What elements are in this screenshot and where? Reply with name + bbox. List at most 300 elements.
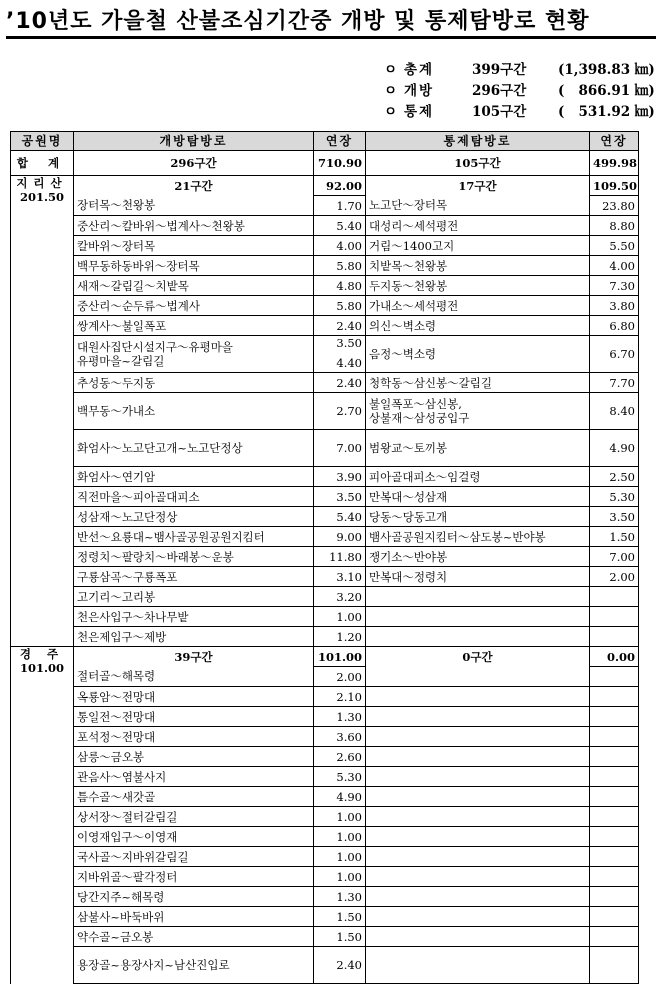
- open-route-cell: [74, 747, 314, 767]
- open-route-cell: [74, 316, 314, 336]
- closed-route: 거림～1400고지: [369, 238, 455, 253]
- open-route-cell: [74, 667, 314, 687]
- park-name: 지리산: [16, 176, 68, 190]
- open-route-cell: [74, 547, 314, 567]
- open-length-cell: [314, 336, 366, 373]
- closed-route-cell: [366, 256, 590, 276]
- closed-length-cell: [590, 667, 639, 687]
- open-length: 2.40: [336, 958, 362, 972]
- table-row: [11, 787, 639, 807]
- closed-route-cell: [366, 607, 590, 627]
- closed-length: 4.00: [609, 258, 635, 273]
- open-route: 성삼재～노고단정상: [77, 509, 178, 524]
- open-length-cell: [314, 607, 366, 627]
- summary-label: 통제: [404, 104, 435, 120]
- open-route-cell: [74, 567, 314, 587]
- closed-length-cell: [590, 687, 639, 707]
- open-route-cell: [74, 236, 314, 256]
- table-row: [11, 727, 639, 747]
- open-length-cell: [314, 807, 366, 827]
- closed-route-cell: [366, 527, 590, 547]
- table-row: [11, 256, 639, 276]
- summary-count: 296구간: [472, 83, 527, 99]
- open-route-cell: [74, 587, 314, 607]
- total-row: [11, 151, 639, 176]
- closed-length-cell: [590, 373, 639, 393]
- closed-length: 7.30: [609, 278, 635, 293]
- table-row: [11, 707, 639, 727]
- open-length: 1.50: [336, 929, 362, 944]
- table-row: [11, 430, 639, 467]
- open-route-cell: [74, 196, 314, 216]
- open-length: 5.40: [336, 218, 362, 233]
- park-closed-count: 0구간: [366, 647, 590, 667]
- open-length: 1.00: [336, 829, 362, 844]
- closed-length-cell: [590, 467, 639, 487]
- open-route-line2: 유평마을~갈림길: [77, 354, 165, 368]
- closed-length-cell: [590, 607, 639, 627]
- table-row: [11, 393, 639, 430]
- closed-route: 만복대～성삼재: [369, 489, 448, 504]
- open-length-cell: [314, 430, 366, 467]
- open-length: 2.10: [336, 689, 362, 704]
- closed-route-cell: [366, 827, 590, 847]
- closed-length: 5.50: [609, 238, 635, 253]
- closed-route-cell: [366, 467, 590, 487]
- open-length-cell: [314, 393, 366, 430]
- closed-length: 7.70: [609, 375, 635, 390]
- closed-route: 음정～벽소령: [369, 347, 437, 361]
- closed-length: 23.80: [602, 198, 635, 213]
- closed-length-cell: [590, 507, 639, 527]
- summary-length: ( 531.92 ㎞): [558, 104, 655, 120]
- table-row: [11, 373, 639, 393]
- park-open-length: 101.00: [314, 647, 366, 667]
- total-label: 합 계: [11, 151, 74, 176]
- header-closed: 통제탐방로: [366, 132, 590, 151]
- closed-route-cell: [366, 216, 590, 236]
- table-row: [11, 336, 639, 373]
- open-length: 3.50: [336, 336, 362, 350]
- trail-status-table: [10, 131, 639, 984]
- closed-route-cell: [366, 547, 590, 567]
- open-length-cell: [314, 256, 366, 276]
- open-length-cell: [314, 847, 366, 867]
- open-route: 쌍계사～불일폭포: [77, 318, 167, 333]
- open-route-cell: [74, 393, 314, 430]
- header-open-length: 연장: [314, 132, 366, 151]
- closed-length: 7.00: [609, 549, 635, 564]
- open-length: 1.70: [336, 198, 362, 213]
- closed-length-cell: [590, 927, 639, 947]
- open-route: 칼바위～장터목: [77, 238, 156, 253]
- summary-count: 105구간: [472, 104, 527, 120]
- closed-length: 8.40: [609, 404, 635, 418]
- closed-length-cell: [590, 547, 639, 567]
- open-route-cell: [74, 947, 314, 984]
- open-length-cell: [314, 547, 366, 567]
- open-length-cell: [314, 867, 366, 887]
- open-route-cell: [74, 487, 314, 507]
- summary-bullet: ㅇ: [384, 83, 398, 99]
- summary-bullet: ㅇ: [384, 62, 398, 78]
- page-title: ’10년도 가을철 산불조심기간중 개방 및 통제탐방로 현황: [6, 4, 656, 39]
- open-length-cell: [314, 727, 366, 747]
- open-length: 5.30: [336, 769, 362, 784]
- table-row: [11, 547, 639, 567]
- closed-length-cell: [590, 747, 639, 767]
- open-route: 포석정～전망대: [77, 729, 156, 744]
- closed-length-cell: [590, 487, 639, 507]
- table-row: [11, 847, 639, 867]
- open-route: 대원사집단시설지구～유평마을: [77, 340, 233, 354]
- closed-route: 쟁기소～반야봉: [369, 549, 448, 564]
- open-length-line2: 4.40: [336, 356, 362, 370]
- closed-length-cell: [590, 296, 639, 316]
- closed-route-cell: [366, 567, 590, 587]
- open-route: 추성동～두지동: [77, 375, 156, 390]
- park-cell: [11, 176, 74, 647]
- open-length-cell: [314, 507, 366, 527]
- open-route: 직전마을～피아골대피소: [77, 489, 200, 504]
- closed-length-cell: [590, 627, 639, 647]
- open-route-cell: [74, 216, 314, 236]
- closed-route-cell: [366, 336, 590, 373]
- open-length: 3.50: [336, 489, 362, 504]
- open-route-cell: [74, 827, 314, 847]
- open-length: 11.80: [329, 549, 362, 564]
- closed-route-cell: [366, 787, 590, 807]
- closed-route: 만복대～정령치: [369, 569, 448, 584]
- table-row: [11, 316, 639, 336]
- open-length: 1.50: [336, 909, 362, 924]
- summary-count: 399구간: [472, 62, 527, 78]
- closed-length-cell: [590, 847, 639, 867]
- park-open-count: 39구간: [74, 647, 314, 667]
- table-row: [11, 507, 639, 527]
- closed-route-cell: [366, 507, 590, 527]
- closed-length: 6.80: [609, 318, 635, 333]
- closed-length: 4.90: [609, 441, 635, 455]
- closed-length: 5.30: [609, 489, 635, 504]
- open-length: 1.00: [336, 609, 362, 624]
- park-total-length: 201.50: [19, 190, 64, 204]
- park-name: 경 주: [19, 647, 65, 661]
- summary-box: [384, 60, 655, 123]
- table-row: [11, 567, 639, 587]
- open-length: 1.30: [336, 709, 362, 724]
- table-row: [11, 236, 639, 256]
- closed-route: 대성리～세석평전: [369, 218, 459, 233]
- open-route-cell: [74, 807, 314, 827]
- summary-row: [384, 60, 655, 81]
- open-route-cell: [74, 256, 314, 276]
- open-length-cell: [314, 667, 366, 687]
- closed-length-cell: [590, 707, 639, 727]
- open-length: 1.00: [336, 869, 362, 884]
- park-closed-count: 17구간: [366, 176, 590, 196]
- table-row: [11, 887, 639, 907]
- park-open-count: 21구간: [74, 176, 314, 196]
- open-route-cell: [74, 527, 314, 547]
- closed-length-cell: [590, 527, 639, 547]
- open-route-cell: [74, 787, 314, 807]
- table-row: [11, 587, 639, 607]
- closed-length-cell: [590, 827, 639, 847]
- open-length-cell: [314, 927, 366, 947]
- open-route: 상서장～절터갈림길: [77, 809, 178, 824]
- open-length-cell: [314, 587, 366, 607]
- closed-length-cell: [590, 887, 639, 907]
- open-length-cell: [314, 527, 366, 547]
- closed-length-cell: [590, 276, 639, 296]
- table-row: [11, 807, 639, 827]
- open-route: 국사골～지바위갈림길: [77, 849, 189, 864]
- open-length-cell: [314, 236, 366, 256]
- open-route: 백무동하동바위～장터목: [77, 258, 200, 273]
- summary-bullet: ㅇ: [384, 104, 398, 120]
- table-row: [11, 216, 639, 236]
- closed-route-cell: [366, 276, 590, 296]
- open-length: 5.80: [336, 258, 362, 273]
- closed-length-cell: [590, 336, 639, 373]
- open-route-cell: [74, 927, 314, 947]
- open-route: 중산리～칼바위～법계사～천왕봉: [77, 218, 245, 233]
- open-route: 삼불사~바둑바위: [77, 909, 165, 924]
- open-route-cell: [74, 467, 314, 487]
- closed-route-cell: [366, 627, 590, 647]
- closed-length-cell: [590, 393, 639, 430]
- open-route: 삼릉～금오봉: [77, 749, 145, 764]
- open-length: 4.00: [336, 238, 362, 253]
- header-park: 공원명: [11, 132, 74, 151]
- park-summary-row: [11, 647, 639, 667]
- closed-route-cell: [366, 393, 590, 430]
- closed-route-cell: [366, 196, 590, 216]
- closed-route-cell: [366, 236, 590, 256]
- open-route: 지바위골～팔각정터: [77, 869, 178, 884]
- open-route-cell: [74, 707, 314, 727]
- open-length-cell: [314, 827, 366, 847]
- open-route: 정령치～팔랑치～바래봉～운봉: [77, 549, 234, 564]
- open-route-cell: [74, 727, 314, 747]
- open-length: 3.20: [336, 589, 362, 604]
- summary-length: (1,398.83 ㎞): [558, 62, 655, 78]
- table-row: [11, 947, 639, 984]
- park-open-length: 92.00: [314, 176, 366, 196]
- table-row: [11, 487, 639, 507]
- open-route: 고기리～고리봉: [77, 589, 156, 604]
- open-length: 3.90: [336, 469, 362, 484]
- open-route: 관음사～염불사지: [77, 769, 167, 784]
- open-route-cell: [74, 373, 314, 393]
- open-length-cell: [314, 296, 366, 316]
- table-row: [11, 467, 639, 487]
- open-length: 2.00: [336, 669, 362, 684]
- closed-length-cell: [590, 787, 639, 807]
- table-row: [11, 867, 639, 887]
- closed-route-cell: [366, 430, 590, 467]
- table-row: [11, 607, 639, 627]
- closed-length: 8.80: [609, 218, 635, 233]
- table-row: [11, 927, 639, 947]
- open-route-cell: [74, 867, 314, 887]
- header-open: 개방탐방로: [74, 132, 314, 151]
- open-length: 1.30: [336, 889, 362, 904]
- open-route: 틈수골～새갓골: [77, 789, 156, 804]
- total-closed-length: 499.98: [590, 151, 639, 176]
- table-row: [11, 296, 639, 316]
- table-row: [11, 527, 639, 547]
- closed-route-cell: [366, 296, 590, 316]
- park-summary-row: [11, 176, 639, 196]
- open-length-cell: [314, 627, 366, 647]
- closed-route: 노고단～장터목: [369, 198, 448, 213]
- open-route: 통일전～전망대: [77, 709, 156, 724]
- closed-route-cell: [366, 727, 590, 747]
- closed-length: 6.70: [609, 347, 635, 361]
- open-route-cell: [74, 607, 314, 627]
- closed-length: 3.50: [609, 509, 635, 524]
- table-row: [11, 687, 639, 707]
- summary-label: 총계: [404, 62, 435, 78]
- open-route: 반선～요룡대~뱀사골공원공원지킴터: [77, 529, 265, 544]
- closed-length-cell: [590, 196, 639, 216]
- open-route: 장터목～천왕봉: [77, 198, 156, 213]
- open-route-cell: [74, 296, 314, 316]
- closed-route: 청학동～삼신봉～갈림길: [369, 375, 492, 390]
- closed-length-cell: [590, 567, 639, 587]
- closed-route-cell: [366, 587, 590, 607]
- open-route: 천은사입구～차나무밭: [77, 609, 189, 624]
- closed-route: 치밭목～천왕봉: [369, 258, 448, 273]
- closed-route-cell: [366, 907, 590, 927]
- summary-row: [384, 81, 655, 102]
- closed-length-cell: [590, 907, 639, 927]
- closed-route-cell: [366, 867, 590, 887]
- open-length-cell: [314, 216, 366, 236]
- open-route: 화엄사～노고단고개~노고단정상: [77, 441, 243, 455]
- open-length: 2.40: [336, 375, 362, 390]
- open-length: 7.00: [336, 441, 362, 455]
- open-length-cell: [314, 747, 366, 767]
- closed-length: 2.00: [609, 569, 635, 584]
- closed-length-cell: [590, 867, 639, 887]
- table-row: [11, 827, 639, 847]
- closed-length-cell: [590, 767, 639, 787]
- open-length-cell: [314, 887, 366, 907]
- closed-length-cell: [590, 947, 639, 984]
- total-open-count: 296구간: [74, 151, 314, 176]
- closed-route-cell: [366, 947, 590, 984]
- closed-route-cell: [366, 847, 590, 867]
- open-length-cell: [314, 947, 366, 984]
- open-length-cell: [314, 687, 366, 707]
- park-closed-length: 0.00: [590, 647, 639, 667]
- open-length: 3.10: [336, 569, 362, 584]
- open-route: 새재～갈림길～치밭목: [77, 278, 189, 293]
- open-route-cell: [74, 507, 314, 527]
- closed-length-cell: [590, 430, 639, 467]
- open-length: 2.40: [336, 318, 362, 333]
- open-length: 1.00: [336, 849, 362, 864]
- closed-length-cell: [590, 216, 639, 236]
- open-route: 약수골~금오봉: [77, 929, 154, 944]
- open-length: 5.80: [336, 298, 362, 313]
- open-length: 5.40: [336, 509, 362, 524]
- open-route: 이영재입구～이영재: [77, 829, 178, 844]
- closed-route-cell: [366, 687, 590, 707]
- closed-length: 2.50: [609, 469, 635, 484]
- closed-length-cell: [590, 727, 639, 747]
- open-length-cell: [314, 276, 366, 296]
- closed-route-cell: [366, 487, 590, 507]
- open-length: 1.20: [336, 629, 362, 644]
- open-route-cell: [74, 847, 314, 867]
- summary-row: [384, 102, 655, 123]
- open-length: 1.00: [336, 809, 362, 824]
- table-row: [11, 196, 639, 216]
- header-closed-length: 연장: [590, 132, 639, 151]
- closed-route: 범왕교～토끼봉: [369, 441, 448, 455]
- open-route-cell: [74, 767, 314, 787]
- open-route: 백무동～가내소: [77, 404, 156, 418]
- closed-route: 뱀사골공원지킴터～삼도봉~반야봉: [369, 529, 546, 544]
- open-length: 4.80: [336, 278, 362, 293]
- table-row: [11, 667, 639, 687]
- closed-length-cell: [590, 587, 639, 607]
- table-row: [11, 276, 639, 296]
- open-route: 천은제입구～제방: [77, 629, 167, 644]
- open-length-cell: [314, 767, 366, 787]
- open-length: 2.60: [336, 749, 362, 764]
- open-length: 9.00: [336, 529, 362, 544]
- closed-length-cell: [590, 316, 639, 336]
- open-route-cell: [74, 430, 314, 467]
- closed-route: 두지동～천왕봉: [369, 278, 448, 293]
- table-row: [11, 767, 639, 787]
- open-length-cell: [314, 567, 366, 587]
- open-length-cell: [314, 707, 366, 727]
- closed-route-cell: [366, 747, 590, 767]
- park-cell: [11, 647, 74, 984]
- open-route: 중산리～순두류～법계사: [77, 298, 200, 313]
- closed-length-cell: [590, 256, 639, 276]
- closed-route-cell: [366, 927, 590, 947]
- open-length-cell: [314, 373, 366, 393]
- open-length-cell: [314, 316, 366, 336]
- closed-route-cell: [366, 807, 590, 827]
- open-length-cell: [314, 907, 366, 927]
- open-length: 3.60: [336, 729, 362, 744]
- open-route-cell: [74, 627, 314, 647]
- closed-route-cell: [366, 767, 590, 787]
- closed-route-cell: [366, 887, 590, 907]
- open-route: 당간지주~해목령: [77, 889, 165, 904]
- closed-route-cell: [366, 707, 590, 727]
- open-length: 2.70: [336, 404, 362, 418]
- total-closed-count: 105구간: [366, 151, 590, 176]
- park-total-length: 101.00: [19, 661, 64, 675]
- closed-route: 당동～당동고개: [369, 509, 448, 524]
- closed-length: 3.80: [609, 298, 635, 313]
- total-open-length: 710.90: [314, 151, 366, 176]
- closed-route-cell: [366, 667, 590, 687]
- closed-route: 피아골대피소～임걸령: [369, 469, 481, 484]
- open-route-cell: [74, 887, 314, 907]
- open-length: 4.90: [336, 789, 362, 804]
- open-route: 화엄사～연기암: [77, 469, 156, 484]
